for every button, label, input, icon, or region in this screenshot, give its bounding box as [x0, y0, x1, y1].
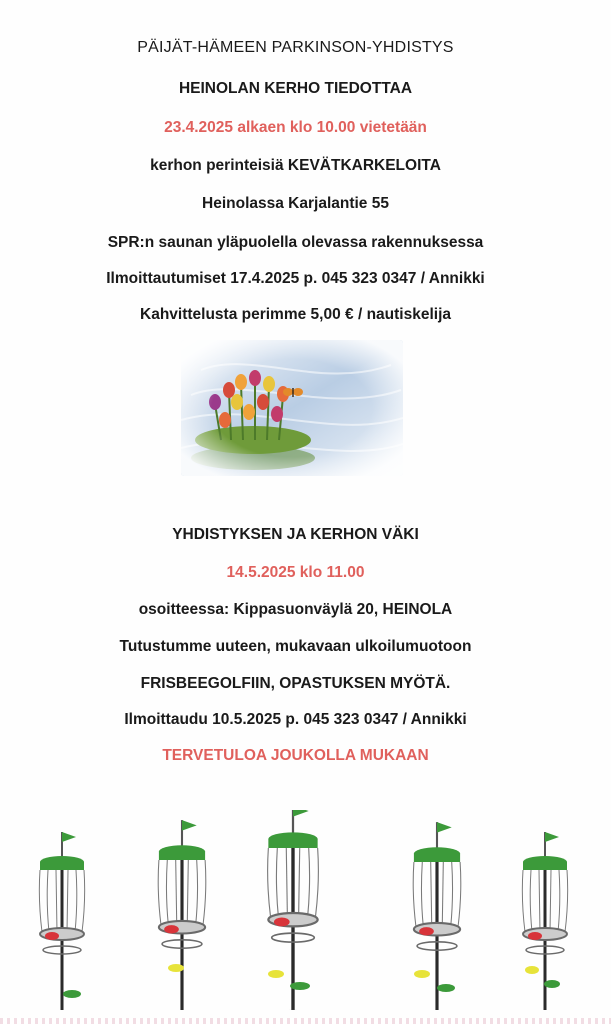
event2-activity: FRISBEEGOLFIIN, OPASTUKSEN MYÖTÄ. — [140, 675, 451, 692]
event1-registration: Ilmoittautumiset 17.4.2025 p. 045 323 0347 / Annikki — [106, 270, 485, 287]
event2-address: osoitteessa: Kippasuonväylä 20, HEINOLA — [138, 601, 453, 618]
event2-heading: YHDISTYKSEN JA KERHON VÄKI — [172, 526, 419, 543]
paper-edge — [0, 1018, 611, 1024]
event2-intro: Tutustumme uuteen, mukavaan ulkoilumuotoon — [119, 638, 472, 655]
disc-golf-baskets — [0, 810, 611, 1010]
organization-name: PÄIJÄT-HÄMEEN PARKINSON-YHDISTYS — [137, 39, 454, 56]
event1-fee: Kahvittelusta perimme 5,00 € / nautiskelija — [140, 306, 451, 323]
event2-date: 14.5.2025 klo 11.00 — [226, 564, 365, 581]
event1-date: 23.4.2025 alkaen klo 10.00 vietetään — [164, 119, 427, 136]
event1-place: Heinolassa Karjalantie 55 — [202, 195, 389, 212]
event2-welcome: TERVETULOA JOUKOLLA MUKAAN — [162, 747, 429, 764]
event2-registration: Ilmoittaudu 10.5.2025 p. 045 323 0347 / Annikki — [124, 711, 467, 728]
tulips-photo — [181, 340, 403, 476]
event1-title: kerhon perinteisiä KEVÄTKARKELOITA — [150, 157, 441, 174]
club-heading: HEINOLAN KERHO TIEDOTTAA — [178, 80, 413, 97]
event1-building: SPR:n saunan yläpuolella olevassa rakennuksessa — [107, 234, 484, 251]
